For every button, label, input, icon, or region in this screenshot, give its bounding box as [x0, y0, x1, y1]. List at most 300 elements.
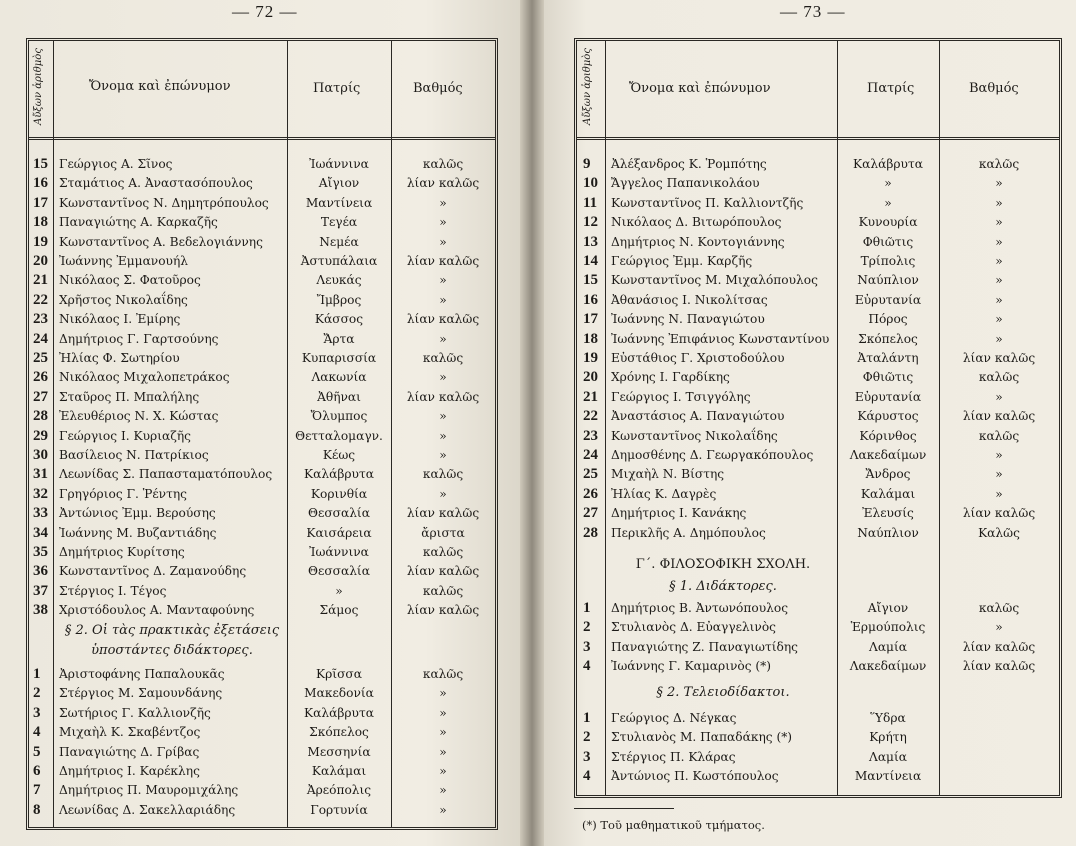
- row-number: 19: [583, 350, 598, 366]
- person-name: Περικλῆς Α. Δημόπουλος: [611, 525, 766, 540]
- person-name: Ἠλίας Κ. Δαγρὲς: [611, 486, 717, 501]
- section-heading: ὑποστάντες διδάκτορες.: [91, 643, 253, 658]
- grade-value: »: [439, 686, 447, 701]
- row-number: 15: [583, 272, 598, 289]
- table-row: [29, 667, 495, 687]
- aux-number-header: Αὔξων ἀριθμὸς: [33, 48, 44, 125]
- row-number: 20: [583, 369, 598, 386]
- row-number: 2: [583, 619, 591, 636]
- row-number: 3: [583, 638, 591, 655]
- grade-value: »: [995, 292, 1003, 307]
- person-name: Δημήτριος Κυρίτσης: [59, 545, 185, 559]
- table-row: [29, 487, 495, 507]
- table-row: [29, 448, 495, 468]
- table-row: [577, 176, 1059, 196]
- row-number: 12: [583, 214, 598, 231]
- person-name: Παναγιώτης Α. Καρκαζῆς: [59, 215, 218, 230]
- row-number: 37: [33, 582, 48, 599]
- page-number: — 73 —: [780, 2, 846, 21]
- birthplace: Ἴμβρος: [316, 292, 362, 307]
- person-name: Ἐλευθέριος Ν. Χ. Κώστας: [59, 409, 219, 424]
- row-number: 20: [33, 253, 48, 269]
- person-name: Κωνσταντῖνος Ν. Δημητρόπουλος: [59, 195, 269, 210]
- table-row: [577, 467, 1059, 487]
- person-name: Στέργιος Ι. Τέγος: [59, 583, 167, 598]
- grade-value: »: [995, 467, 1003, 482]
- birthplace: Καισάρεια: [306, 525, 372, 540]
- person-name: Χριστόδουλος Α. Μανταφούνης: [59, 603, 255, 618]
- birthplace: Εὐρυτανία: [854, 292, 922, 307]
- person-name: Δημήτριος Γ. Γαρτσούνης: [59, 331, 219, 346]
- row-number: 30: [33, 447, 48, 463]
- table-row: [577, 506, 1059, 526]
- person-name: Παναγιώτης Ζ. Παναγιωτίδης: [611, 639, 798, 654]
- person-name: Δημήτριος Ι. Καρέκλης: [59, 764, 200, 778]
- register-table: [26, 38, 498, 830]
- birthplace: Ἀρεόπολις: [306, 783, 372, 798]
- table-row: [29, 783, 495, 803]
- row-number: 26: [583, 485, 598, 502]
- row-number: 29: [33, 427, 48, 444]
- grade-value: λίαν καλῶς: [406, 564, 480, 579]
- birthplace: Ὕδρα: [870, 711, 906, 725]
- row-number: 38: [33, 602, 48, 619]
- table-row: [29, 745, 495, 765]
- aux-number-header: Αὔξων ἀριθμὸς: [582, 48, 593, 125]
- table-row: [29, 370, 495, 390]
- person-name: Δημήτριος Β. Ἀντωνόπουλος: [611, 601, 789, 615]
- person-name: Ἰωάννης Ἐμμανουήλ: [59, 254, 188, 268]
- grade-value: λίαν καλῶς: [406, 176, 480, 191]
- row-number: 21: [33, 272, 48, 289]
- birthplace: Τρίπολις: [860, 254, 916, 268]
- table-row: [577, 312, 1059, 332]
- birthplace: Καλάμαι: [860, 486, 916, 501]
- row-number: 33: [33, 505, 48, 522]
- birthplace: »: [884, 176, 892, 191]
- table-row: [577, 293, 1059, 313]
- grade-value: Καλῶς: [978, 525, 1020, 540]
- grade-value: »: [439, 273, 447, 288]
- grade-value: »: [995, 312, 1003, 327]
- table-row: [29, 273, 495, 293]
- section-heading: § 2. Τελειοδίδακτοι.: [656, 685, 790, 700]
- person-name: Κωνσταντῖνος Π. Καλλιοντζῆς: [611, 195, 804, 210]
- row-number: 3: [33, 704, 41, 721]
- row-number: 7: [33, 782, 41, 799]
- table-row: [577, 157, 1059, 177]
- person-name: Κωνσταντῖνος Νικολαΐδης: [611, 428, 778, 443]
- person-name: Σωτήριος Γ. Καλλιονζῆς: [59, 705, 211, 720]
- table-row: [577, 620, 1059, 640]
- birthplace: Ἄρτα: [323, 331, 355, 346]
- person-name: Ἰωάννης Γ. Καμαρινὸς (*): [611, 659, 772, 674]
- table-row: [29, 564, 495, 584]
- row-number: 28: [33, 408, 48, 425]
- birthplace: Κρῖσσα: [316, 667, 362, 681]
- birthplace: Μεσσηνία: [307, 744, 371, 759]
- grade-value: λίαν καλῶς: [406, 389, 480, 404]
- birthplace: Καλάμαι: [311, 764, 367, 778]
- row-number: 1: [583, 710, 591, 726]
- person-name: Νικόλαος Σ. Φατοῦρος: [59, 273, 201, 288]
- table-row: [577, 215, 1059, 235]
- table-row: [29, 706, 495, 726]
- person-name: Δημήτριος Ι. Κανάκης: [611, 506, 747, 521]
- table-row: [577, 448, 1059, 468]
- row-number: 17: [583, 311, 598, 328]
- table-row: [29, 332, 495, 352]
- birthplace: Φθιῶτις: [862, 234, 914, 249]
- row-number: 1: [583, 600, 591, 616]
- birthplace: Κυπαρισσία: [301, 351, 377, 365]
- birthplace: Θεσσαλία: [308, 564, 370, 579]
- row-number: 23: [33, 311, 48, 328]
- table-row: [577, 370, 1059, 390]
- table-row: [29, 764, 495, 784]
- birthplace: Γορτυνία: [310, 802, 368, 817]
- grade-value: »: [439, 744, 447, 759]
- grade-value: »: [995, 273, 1003, 288]
- person-name: Ἀντώνιος Π. Κωστόπουλος: [611, 769, 779, 784]
- grade-value: λίαν καλῶς: [962, 506, 1036, 521]
- person-name: Παναγιώτης Δ. Γρίβας: [59, 744, 200, 759]
- grade-value: »: [439, 428, 447, 443]
- grade-value: λίαν καλῶς: [406, 254, 480, 268]
- person-name: Ἀριστοφάνης Παπαλουκᾶς: [59, 667, 225, 681]
- table-row: [577, 409, 1059, 429]
- birthplace: Ναύπλιον: [857, 525, 919, 540]
- table-row: [577, 659, 1059, 679]
- grade-value: λίαν καλῶς: [406, 312, 480, 327]
- grade-value: λίαν καλῶς: [962, 351, 1036, 365]
- person-name: Γεώργιος Ι. Κυριαζῆς: [59, 428, 191, 443]
- birthplace: Λευκάς: [316, 273, 362, 288]
- row-number: 2: [33, 685, 41, 702]
- person-name: Δημήτριος Π. Μαυρομιχάλης: [59, 783, 239, 798]
- person-name: Δημήτριος Ν. Κοντογιάννης: [611, 234, 785, 249]
- birthplace: Λακεδαίμων: [849, 659, 927, 674]
- row-number: 25: [583, 466, 598, 483]
- person-name: Στυλιανὸς Δ. Εὐαγγελινὸς: [611, 620, 776, 635]
- person-name: Ἰωάννης Ν. Παναγιώτου: [611, 312, 765, 327]
- grade-value: »: [439, 292, 447, 307]
- row-number: 3: [583, 748, 591, 765]
- table-row: [29, 545, 495, 565]
- birthplace: Ἰωάννινα: [309, 157, 369, 171]
- row-number: 15: [33, 156, 48, 172]
- person-name: Σταῦρος Π. Μπαλήλης: [59, 389, 200, 404]
- row-number: 24: [33, 330, 48, 347]
- grade-value: λίαν καλῶς: [962, 659, 1036, 674]
- person-name: Γρηγόριος Γ. Ῥέντης: [59, 486, 187, 501]
- birthplace: Ἀστυπάλαια: [300, 254, 378, 268]
- table-row: [577, 429, 1059, 449]
- table-row: [29, 526, 495, 546]
- grade-value: »: [995, 176, 1003, 191]
- row-number: 17: [33, 194, 48, 211]
- grade-header: Βαθμός: [969, 81, 1019, 96]
- table-row: [29, 157, 495, 177]
- patris-header: Πατρίς: [867, 81, 915, 96]
- table-row: [29, 506, 495, 526]
- birthplace: Καλάβρυτα: [304, 467, 374, 482]
- row-number: 6: [33, 763, 41, 779]
- row-number: 22: [583, 408, 598, 425]
- person-name: Βασίλειος Ν. Πατρίκιος: [59, 448, 209, 462]
- birthplace: Εὐρυτανία: [854, 389, 922, 404]
- row-number: 36: [33, 563, 48, 580]
- grade-value: »: [995, 234, 1003, 249]
- grade-value: λίαν καλῶς: [406, 506, 480, 521]
- grade-value: »: [439, 215, 447, 230]
- person-name: Στέργιος Μ. Σαμουνδάνης: [59, 686, 223, 701]
- grade-value: »: [995, 448, 1003, 462]
- birthplace: Κορινθία: [310, 486, 368, 501]
- grade-value: »: [439, 331, 447, 346]
- book-gutter: [520, 0, 544, 846]
- grade-value: καλῶς: [422, 467, 464, 482]
- row-number: 32: [33, 485, 48, 502]
- birthplace: Πόρος: [868, 312, 908, 327]
- table-row: [577, 235, 1059, 255]
- table-row: [29, 803, 495, 823]
- row-number: 18: [33, 214, 48, 231]
- table-row: [29, 293, 495, 313]
- row-number: 19: [33, 233, 48, 250]
- birthplace: Κέως: [322, 448, 356, 462]
- birthplace: Φθιῶτις: [862, 370, 914, 385]
- table-row: [577, 332, 1059, 352]
- person-name: Στυλιανὸς Μ. Παπαδάκης (*): [611, 730, 793, 745]
- table-row: [577, 601, 1059, 621]
- table-row: [29, 409, 495, 429]
- grade-value: »: [995, 389, 1003, 404]
- birthplace: Ἐλευσίς: [862, 506, 914, 521]
- birthplace: Κυνουρία: [858, 215, 918, 230]
- table-row: [29, 603, 495, 623]
- table-row: [29, 176, 495, 196]
- birthplace: Καλάβρυτα: [304, 705, 374, 720]
- table-row: [29, 467, 495, 487]
- grade-value: »: [995, 331, 1003, 346]
- row-number: 31: [33, 466, 48, 483]
- birthplace: Ἰωάννινα: [309, 545, 369, 559]
- grade-value: »: [995, 254, 1003, 268]
- person-name: Ἀναστάσιος Α. Παναγιώτου: [611, 409, 785, 424]
- grade-value: »: [995, 486, 1003, 501]
- birthplace: Σάμος: [319, 603, 359, 618]
- row-number: 16: [33, 175, 48, 192]
- person-name: Ἀθανάσιος Ι. Νικολίτσας: [611, 292, 768, 307]
- person-name: Κωνσταντῖνος Δ. Ζαμανούδης: [59, 564, 247, 579]
- row-number: 24: [583, 447, 598, 463]
- birthplace: Ἀταλάντη: [857, 351, 919, 365]
- table-row: [29, 254, 495, 274]
- row-number: 26: [33, 369, 48, 386]
- row-number: 2: [583, 729, 591, 746]
- row-number: 5: [33, 743, 41, 760]
- birthplace: Ἑρμούπολις: [850, 620, 926, 635]
- school-title: Γ΄. ΦΙΛΟΣΟΦΙΚΗ ΣΧΟΛΗ.: [635, 557, 811, 572]
- person-name: Κωνσταντῖνος Α. Βεδελογιάννης: [59, 234, 263, 249]
- person-name: Νικόλαος Μιχαλοπετράκος: [59, 370, 230, 385]
- table-row: [577, 526, 1059, 546]
- row-number: 18: [583, 330, 598, 347]
- grade-value: »: [439, 783, 447, 798]
- section-heading: § 2. Οἱ τὰς πρακτικὰς ἐξετάσεις: [64, 623, 280, 638]
- section-heading: § 1. Διδάκτορες.: [669, 579, 777, 594]
- person-name: Νικόλαος Δ. Βιτωρόπουλος: [611, 215, 782, 230]
- grade-value: »: [439, 725, 447, 740]
- birthplace: Σκόπελος: [858, 331, 918, 346]
- grade-value: καλῶς: [422, 351, 464, 365]
- birthplace: »: [884, 195, 892, 210]
- birthplace: Τεγέα: [320, 215, 358, 230]
- person-name: Εὐστάθιος Γ. Χριστοδούλου: [611, 351, 785, 365]
- birthplace: Σκόπελος: [309, 725, 369, 740]
- table-row: [577, 750, 1059, 770]
- name-header: Ὄνομα καὶ ἐπώνυμον: [629, 81, 771, 96]
- footnote: (*) Τοῦ μαθηματικοῦ τμήματος.: [582, 818, 765, 832]
- grade-value: λίαν καλῶς: [406, 603, 480, 618]
- table-row: [29, 429, 495, 449]
- person-name: Ἀλέξανδρος Κ. Ῥομπότης: [611, 157, 767, 171]
- register-table: [574, 38, 1062, 798]
- person-name: Μιχαὴλ Κ. Σκαβέντζος: [59, 725, 201, 740]
- row-number: 4: [583, 658, 591, 675]
- row-number: 23: [583, 427, 598, 444]
- birthplace: »: [335, 583, 343, 598]
- grade-value: »: [439, 370, 447, 385]
- grade-header: Βαθμός: [413, 81, 463, 96]
- grade-value: »: [439, 234, 447, 249]
- row-number: 28: [583, 524, 598, 541]
- person-name: Ἰωάννης Μ. Βυζαντιάδης: [59, 525, 217, 540]
- grade-value: καλῶς: [978, 157, 1020, 171]
- grade-value: »: [439, 448, 447, 462]
- grade-value: »: [995, 620, 1003, 635]
- grade-value: λίαν καλῶς: [962, 639, 1036, 654]
- patris-header: Πατρίς: [313, 81, 361, 96]
- left-page: [0, 0, 532, 846]
- grade-value: »: [995, 215, 1003, 230]
- table-row: [29, 725, 495, 745]
- birthplace: Αἴγιον: [867, 601, 909, 615]
- grade-value: ἄριστα: [421, 525, 465, 540]
- row-number: 13: [583, 233, 598, 250]
- table-row: [29, 351, 495, 371]
- table-row: [29, 584, 495, 604]
- grade-value: »: [439, 705, 447, 720]
- birthplace: Ἀθῆναι: [317, 389, 361, 404]
- birthplace: Ναύπλιον: [857, 273, 919, 288]
- row-number: 21: [583, 388, 598, 405]
- grade-value: »: [439, 486, 447, 501]
- grade-value: »: [439, 764, 447, 778]
- table-row: [577, 730, 1059, 750]
- person-name: Γεώργιος Ι. Τσιγγόλης: [611, 389, 751, 404]
- table-row: [29, 390, 495, 410]
- person-name: Γεώργιος Ἐμμ. Καρζῆς: [611, 254, 753, 268]
- row-number: 16: [583, 291, 598, 308]
- birthplace: Ἄνδρος: [865, 467, 911, 482]
- row-number: 4: [583, 768, 591, 785]
- person-name: Γεώργιος Α. Σῖνος: [59, 157, 173, 171]
- birthplace: Μακεδονία: [304, 686, 374, 701]
- page-number: — 72 —: [232, 2, 298, 21]
- person-name: Λεωνίδας Δ. Σακελλαριάδης: [59, 802, 236, 817]
- table-row: [577, 390, 1059, 410]
- birthplace: Κόρινθος: [859, 428, 917, 443]
- person-name: Κωνσταντῖνος Μ. Μιχαλόπουλος: [611, 273, 818, 288]
- birthplace: Νεμέα: [319, 234, 359, 249]
- grade-value: »: [439, 195, 447, 210]
- row-number: 4: [33, 724, 41, 741]
- row-number: 9: [583, 156, 591, 172]
- table-row: [577, 196, 1059, 216]
- grade-value: καλῶς: [978, 601, 1020, 615]
- row-number: 25: [33, 350, 48, 366]
- table-row: [29, 312, 495, 332]
- right-page: [532, 0, 1076, 846]
- grade-value: »: [439, 409, 447, 424]
- grade-value: »: [439, 802, 447, 817]
- person-name: Ἠλίας Φ. Σωτηρίου: [59, 351, 180, 365]
- table-row: [577, 487, 1059, 507]
- grade-value: »: [995, 195, 1003, 210]
- person-name: Νικόλαος Ι. Ἐμίρης: [59, 312, 181, 327]
- row-number: 1: [33, 666, 41, 682]
- birthplace: Αἴγιον: [318, 176, 360, 191]
- birthplace: Ὄλυμπος: [310, 409, 368, 424]
- person-name: Ἄγγελος Παπανικολάου: [611, 176, 760, 191]
- birthplace: Λακωνία: [311, 370, 367, 385]
- person-name: Χρόνης Ι. Γαρδίκης: [611, 370, 730, 385]
- row-number: 27: [583, 505, 598, 522]
- birthplace: Λακεδαίμων: [849, 448, 927, 462]
- row-number: 8: [33, 801, 41, 818]
- table-row: [29, 215, 495, 235]
- table-row: [29, 235, 495, 255]
- table-row: [577, 273, 1059, 293]
- grade-value: καλῶς: [422, 583, 464, 598]
- person-name: Χρῆστος Νικολαΐδης: [59, 292, 188, 307]
- person-name: Ἀντώνιος Ἐμμ. Βερούσης: [59, 506, 216, 521]
- row-number: 22: [33, 291, 48, 308]
- birthplace: Καλάβρυτα: [853, 157, 923, 171]
- birthplace: Μαντίνεια: [305, 195, 373, 210]
- row-number: 14: [583, 253, 598, 269]
- table-row: [29, 686, 495, 706]
- person-name: Γεώργιος Δ. Νέγκας: [611, 711, 737, 725]
- row-number: 11: [583, 194, 598, 211]
- birthplace: Κρήτη: [869, 730, 907, 745]
- table-row: [577, 351, 1059, 371]
- birthplace: Κάσσος: [314, 312, 364, 327]
- person-name: Ἰωάννης Ἐπιφάνιος Κωνσταντίνου: [611, 331, 830, 346]
- grade-value: καλῶς: [978, 428, 1020, 443]
- table-row: [29, 196, 495, 216]
- grade-value: καλῶς: [422, 157, 464, 171]
- grade-value: καλῶς: [978, 370, 1020, 385]
- name-header: Ὄνομα καὶ ἐπώνυμον: [89, 79, 231, 94]
- row-number: 27: [33, 388, 48, 405]
- person-name: Στέργιος Π. Κλάρας: [611, 749, 736, 764]
- row-number: 34: [33, 524, 48, 541]
- person-name: Λεωνίδας Σ. Παπασταματόπουλος: [59, 467, 273, 482]
- birthplace: Θετταλομαγν.: [295, 428, 383, 443]
